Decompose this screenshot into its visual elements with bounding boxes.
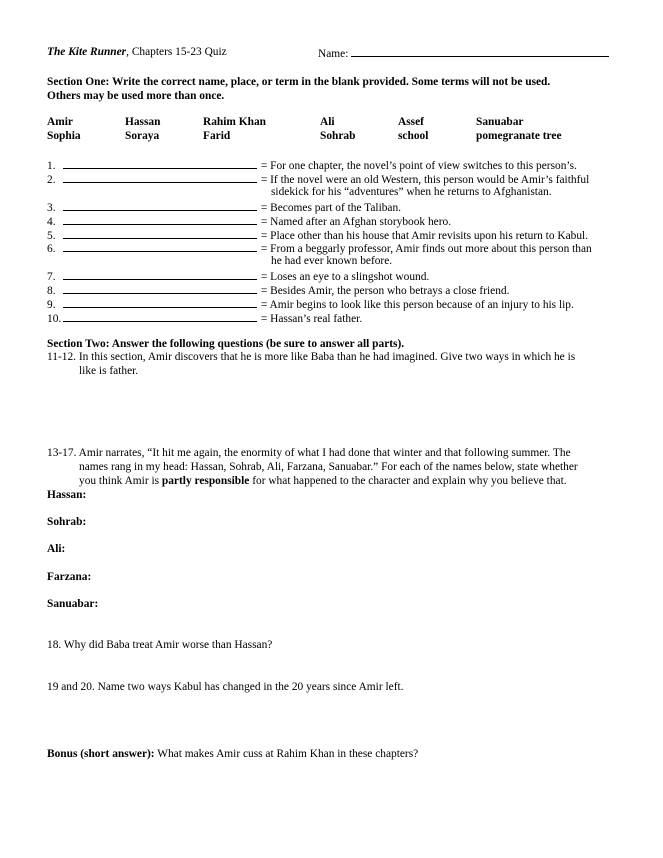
bonus-text: What makes Amir cuss at Rahim Khan in these chapters?	[154, 748, 419, 760]
item-number: 9.	[47, 299, 56, 311]
fill-in-item	[47, 171, 589, 185]
item-definition: = Place other than his house that Amir revisits upon his return to Kabul.	[260, 230, 589, 242]
item-number: 2.	[47, 174, 56, 186]
item-number: 1.	[47, 160, 56, 172]
item-number: 4.	[47, 216, 56, 228]
question-11-12-line1: 11-12. In this section, Amir discovers that he is more like Baba than he had imagined. Give two ways in which he is	[47, 351, 576, 363]
name-blank-line[interactable]	[351, 45, 609, 57]
q13-text-a: you think Amir is	[79, 475, 162, 487]
item-number: 8.	[47, 285, 56, 297]
character-label-sanuabar: Sanuabar:	[47, 598, 99, 610]
item-definition-continued: sidekick for his “adventures” when he returns to Afghanistan.	[271, 186, 552, 198]
word-bank-term: Rahim Khan	[203, 116, 266, 128]
word-bank-term: Sophia	[47, 130, 81, 142]
bonus-label: Bonus (short answer):	[47, 748, 155, 760]
quiz-title	[47, 45, 227, 59]
question-18: 18. Why did Baba treat Amir worse than Hassan?	[47, 639, 273, 651]
item-definition: = Named after an Afghan storybook hero.	[260, 216, 452, 228]
q13-emphasis: partly responsible	[161, 475, 250, 487]
word-bank-term: Sohrab	[320, 130, 356, 142]
item-definition: = Loses an eye to a slingshot wound.	[260, 271, 430, 283]
word-bank-term: Farid	[203, 130, 231, 142]
answer-blank[interactable]	[63, 282, 257, 294]
fill-in-item	[47, 240, 592, 254]
q13-text-b: for what happened to the character and explain why you believe that.	[249, 475, 567, 487]
question-13-17-line2: names rang in my head: Hassan, Sohrab, Ali, Farzana, Sanuabar.” For each of the names below, state whether	[79, 461, 578, 473]
word-bank-term: Ali	[320, 116, 335, 128]
question-19-20: 19 and 20. Name two ways Kabul has changed in the 20 years since Amir left.	[47, 681, 404, 693]
word-bank-term: Amir	[47, 116, 73, 128]
word-bank-term: Sanuabar	[476, 116, 524, 128]
question-11-12-line2: like is father.	[79, 365, 139, 377]
word-bank-term: Hassan	[125, 116, 161, 128]
fill-in-item	[47, 157, 577, 171]
answer-blank[interactable]	[63, 240, 257, 252]
answer-blank[interactable]	[63, 268, 257, 280]
section-one-instructions-line2: Others may be used more than once.	[47, 90, 225, 102]
item-number: 7.	[47, 271, 56, 283]
item-number: 5.	[47, 230, 56, 242]
item-definition-continued: he had ever known before.	[271, 255, 393, 267]
character-label-ali: Ali:	[47, 543, 66, 555]
item-definition: = Besides Amir, the person who betrays a close friend.	[260, 285, 510, 297]
word-bank-term: school	[398, 130, 429, 142]
book-title: The Kite Runner	[47, 46, 127, 58]
item-number: 6.	[47, 243, 56, 255]
character-label-farzana: Farzana:	[47, 571, 92, 583]
question-13-17-line1: 13-17. Amir narrates, “It hit me again, the enormity of what I had done that winter and that following summer. The	[47, 447, 571, 459]
bonus-question	[47, 747, 418, 761]
item-definition: = From a beggarly professor, Amir finds out more about this person than	[260, 243, 592, 255]
section-two-heading: Section Two: Answer the following questions (be sure to answer all parts).	[47, 338, 405, 350]
item-number: 10.	[47, 313, 62, 325]
item-definition: = Becomes part of the Taliban.	[260, 202, 402, 214]
fill-in-item	[47, 213, 451, 227]
character-label-hassan: Hassan:	[47, 489, 87, 501]
answer-blank[interactable]	[63, 296, 257, 308]
character-label-sohrab: Sohrab:	[47, 516, 87, 528]
name-field[interactable]	[318, 45, 609, 61]
answer-blank[interactable]	[63, 310, 257, 322]
item-definition: = Hassan’s real father.	[260, 313, 363, 325]
section-one-instructions-line1: Section One: Write the correct name, place, or term in the blank provided. Some terms will not be used.	[47, 76, 551, 88]
answer-blank[interactable]	[63, 157, 257, 169]
name-label: Name:	[318, 48, 349, 60]
fill-in-item	[47, 227, 588, 241]
fill-in-item	[47, 296, 574, 310]
quiz-subtitle: , Chapters 15-23 Quiz	[126, 46, 227, 58]
fill-in-item	[47, 310, 362, 324]
answer-blank[interactable]	[63, 171, 257, 183]
word-bank-term: Assef	[398, 116, 424, 128]
fill-in-item	[47, 282, 509, 296]
answer-blank[interactable]	[63, 227, 257, 239]
question-13-17-line3	[79, 474, 567, 488]
word-bank-term: Soraya	[125, 130, 160, 142]
fill-in-item	[47, 268, 429, 282]
answer-blank[interactable]	[63, 213, 257, 225]
item-definition: = Amir begins to look like this person because of an injury to his lip.	[260, 299, 574, 311]
answer-blank[interactable]	[63, 199, 257, 211]
item-definition: = For one chapter, the novel’s point of view switches to this person’s.	[260, 160, 577, 172]
word-bank-term: pomegranate tree	[476, 130, 562, 142]
item-number: 3.	[47, 202, 56, 214]
fill-in-item	[47, 199, 401, 213]
item-definition: = If the novel were an old Western, this person would be Amir’s faithful	[260, 174, 590, 186]
